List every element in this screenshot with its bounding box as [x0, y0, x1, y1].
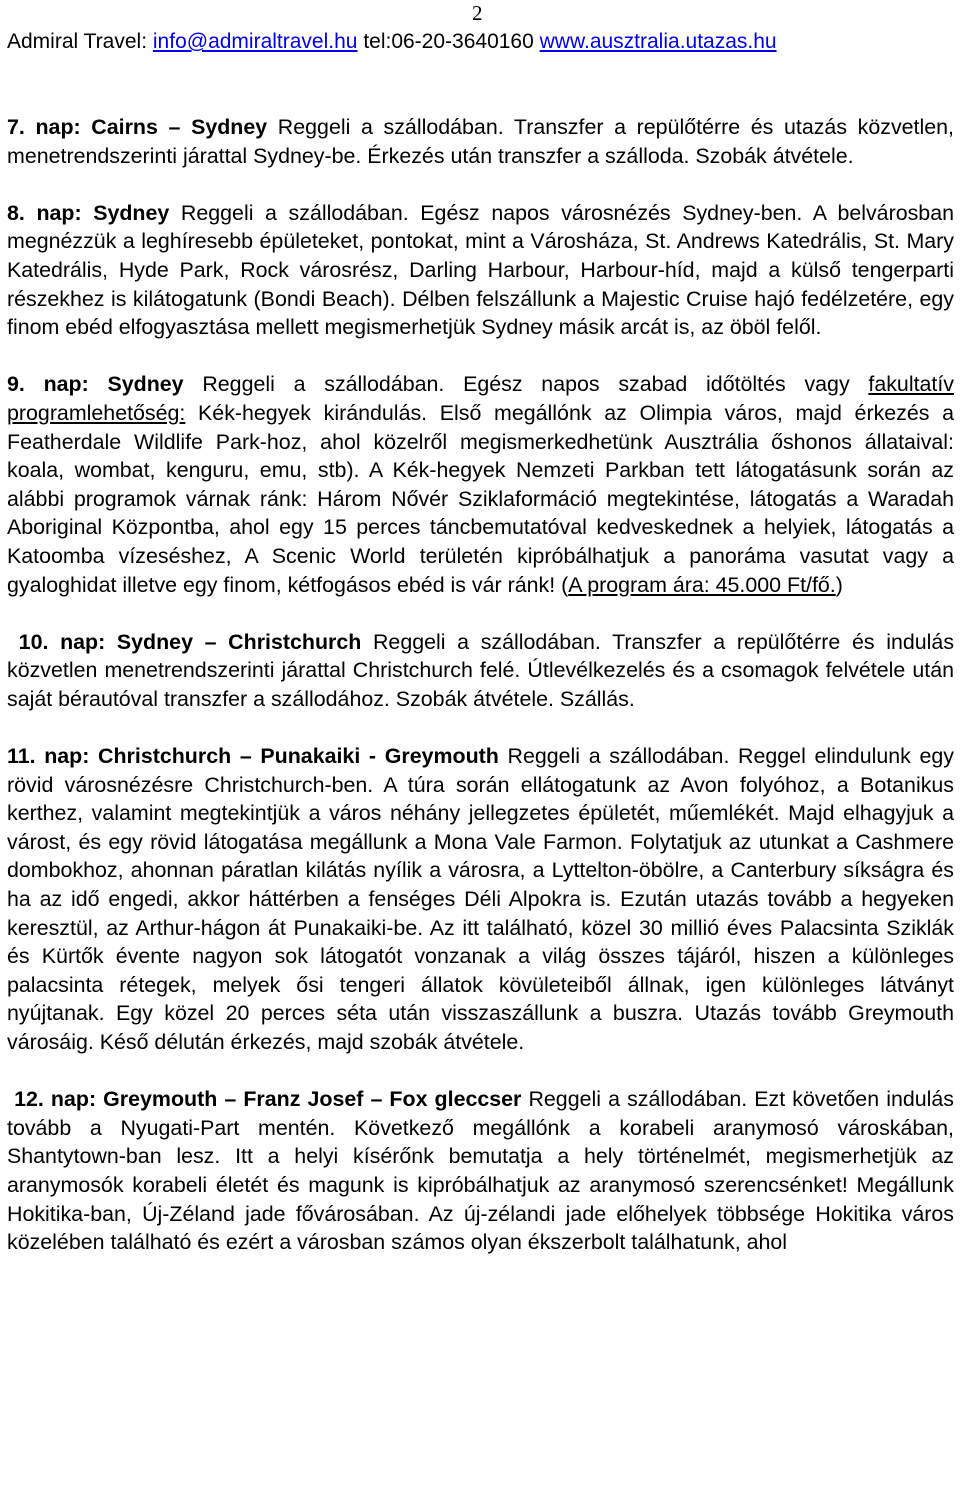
day-12-paragraph	[7, 1085, 954, 1257]
day-10-paragraph	[7, 628, 954, 714]
day-8-text: Reggeli a szállodában. Egész napos városnézés Sydney-ben. A belvárosban megnézzük a leghíresebb épületeket, pontokat, mint a Városháza, St. Andrews Katedrális, St. Mary Katedrális, Hyde Park, Rock városrész, Darling Harbour, Harbour-híd, majd a külső tengerparti részekhez is kilátogatunk (Bondi Beach). Délben felszállunk a Majestic Cruise hajó fedélzetére, egy finom ebéd elfogyasztása mellett megismerhetjük Sydney másik arcát is, az öböl felől.	[7, 200, 954, 340]
day-10-title: 10. nap: Sydney – Christchurch	[18, 629, 362, 654]
day-7-title: 7. nap: Cairns – Sydney	[7, 115, 268, 139]
day-9-title: 9. nap: Sydney	[7, 372, 184, 397]
program-price: A program ára: 45.000 Ft/fő.	[568, 572, 836, 597]
day-12-text: Reggeli a szállodában. Ezt követően indulás tovább a Nyugati-Part mentén. Következő megállónk a korabeli aranymosó városkában, Shantytown-ban lesz. Itt a helyi kísérőnk bemutatja a hely történelmét, megismerhetjük az aranymosók korabeli életét és magunk is kipróbálhatjuk az aranymosó szerencsénket! Megállunk Hokitika-ban, Új-Zéland jade fővárosában. Az új-zélandi jade előhelyek többsége Hokitika város közelében található és ezért a városban számos olyan ékszerbolt találhatunk, ahol	[7, 1087, 954, 1255]
company-name: Admiral Travel:	[7, 30, 148, 53]
day-8-paragraph	[7, 199, 954, 342]
day-11-paragraph	[7, 742, 954, 1057]
itinerary-body	[7, 113, 954, 1257]
day-9-text-b: Kék-hegyek kirándulás. Első megállónk az Olimpia város, majd érkezés a Featherdale Wildlife Park-hoz, ahol közelről megismerkedhetünk Ausztrália őshonos állataival: koala, wombat, kenguru, emu, stb). A Kék-hegyek Nemzeti Parkban tett látogatásunk során az alábbi programok várnak ránk: Három Nővér Sziklaformáció megtekintése, látogatás a Waradah Aboriginal Központba, ahol egy 15 perces táncbemutatóval kedveskednek a helyiek, látogatás a Katoomba vízeséshez, A Scenic World területén kipróbálhatjuk a panoráma vasutat vagy a gyaloghidat illetve egy finom, kétfogásos ebéd is vár ránk! (	[7, 400, 954, 597]
page-header	[7, 29, 777, 55]
day-8-title: 8. nap: Sydney	[7, 200, 170, 225]
optional-program-label: fakultatív programlehetőség:	[7, 372, 954, 425]
website-link[interactable]: www.ausztralia.utazas.hu	[539, 30, 777, 53]
page-number: 2	[472, 1, 483, 25]
day-9-paragraph	[7, 370, 954, 599]
day-9-text-c: )	[835, 572, 843, 597]
day-9-text-a: Reggeli a szállodában. Egész napos szabad időtöltés vagy	[183, 372, 869, 397]
day-7-text: Reggeli a szállodában. Transzfer a repülőtérre és utazás közvetlen, menetrendszerinti járattal Sydney-be. Érkezés után transzfer a szálloda. Szobák átvétele.	[7, 115, 954, 168]
day-10-text: Reggeli a szállodában. Transzfer a repülőtérre és indulás közvetlen menetrendszerinti járattal Christchurch felé. Útlevélkezelés és a csomagok felvétele után saját bérautóval transzfer a szállodához. Szobák átvétele. Szállás.	[7, 629, 955, 711]
day-12-title: 12. nap: Greymouth – Franz Josef – Fox gleccser	[14, 1087, 522, 1112]
email-link[interactable]: info@admiraltravel.hu	[152, 30, 358, 53]
phone-number: tel:06-20-3640160	[363, 30, 534, 53]
day-11-title: 11. nap: Christchurch – Punakaiki - Greymouth	[7, 744, 499, 769]
day-11-text: Reggeli a szállodában. Reggel elindulunk egy rövid városnézésre Christchurch-ben. A túra során ellátogatunk az Avon folyóhoz, a Botanikus kerthez, valamint megtekintjük a város néhány jellegzetes épületét, műemlékét. Majd elhagyjuk a várost, és egy rövid látogatása megállunk a Mona Vale Farmon. Folytatjuk az utunkat a Cashmere dombokhoz, ahonnan páratlan kilátás nyílik a városra, a Lyttelton-öbölre, a Canterbury síkságra és ha az idő engedi, akkor háttérben a fenséges Déli Alpokra is. Ezután utazás tovább a hegyeken keresztül, az Arthur-hágon át Punakaiki-be. Az itt található, közel 30 millió éves Palacsinta Sziklák és Kürtők évente nagyon sok látogatót vonzanak a világ összes tájáról, hiszen a különleges palacsinta rétegek, melyek ősi tengeri állatok kövületeiből állnak, igen különleges látványt nyújtanak. Egy közel 20 perces séta után visszaszállunk a buszra. Utazás tovább Greymouth városáig. Késő délután érkezés, majd szobák átvétele.	[7, 744, 954, 1054]
day-7-paragraph	[7, 113, 954, 170]
